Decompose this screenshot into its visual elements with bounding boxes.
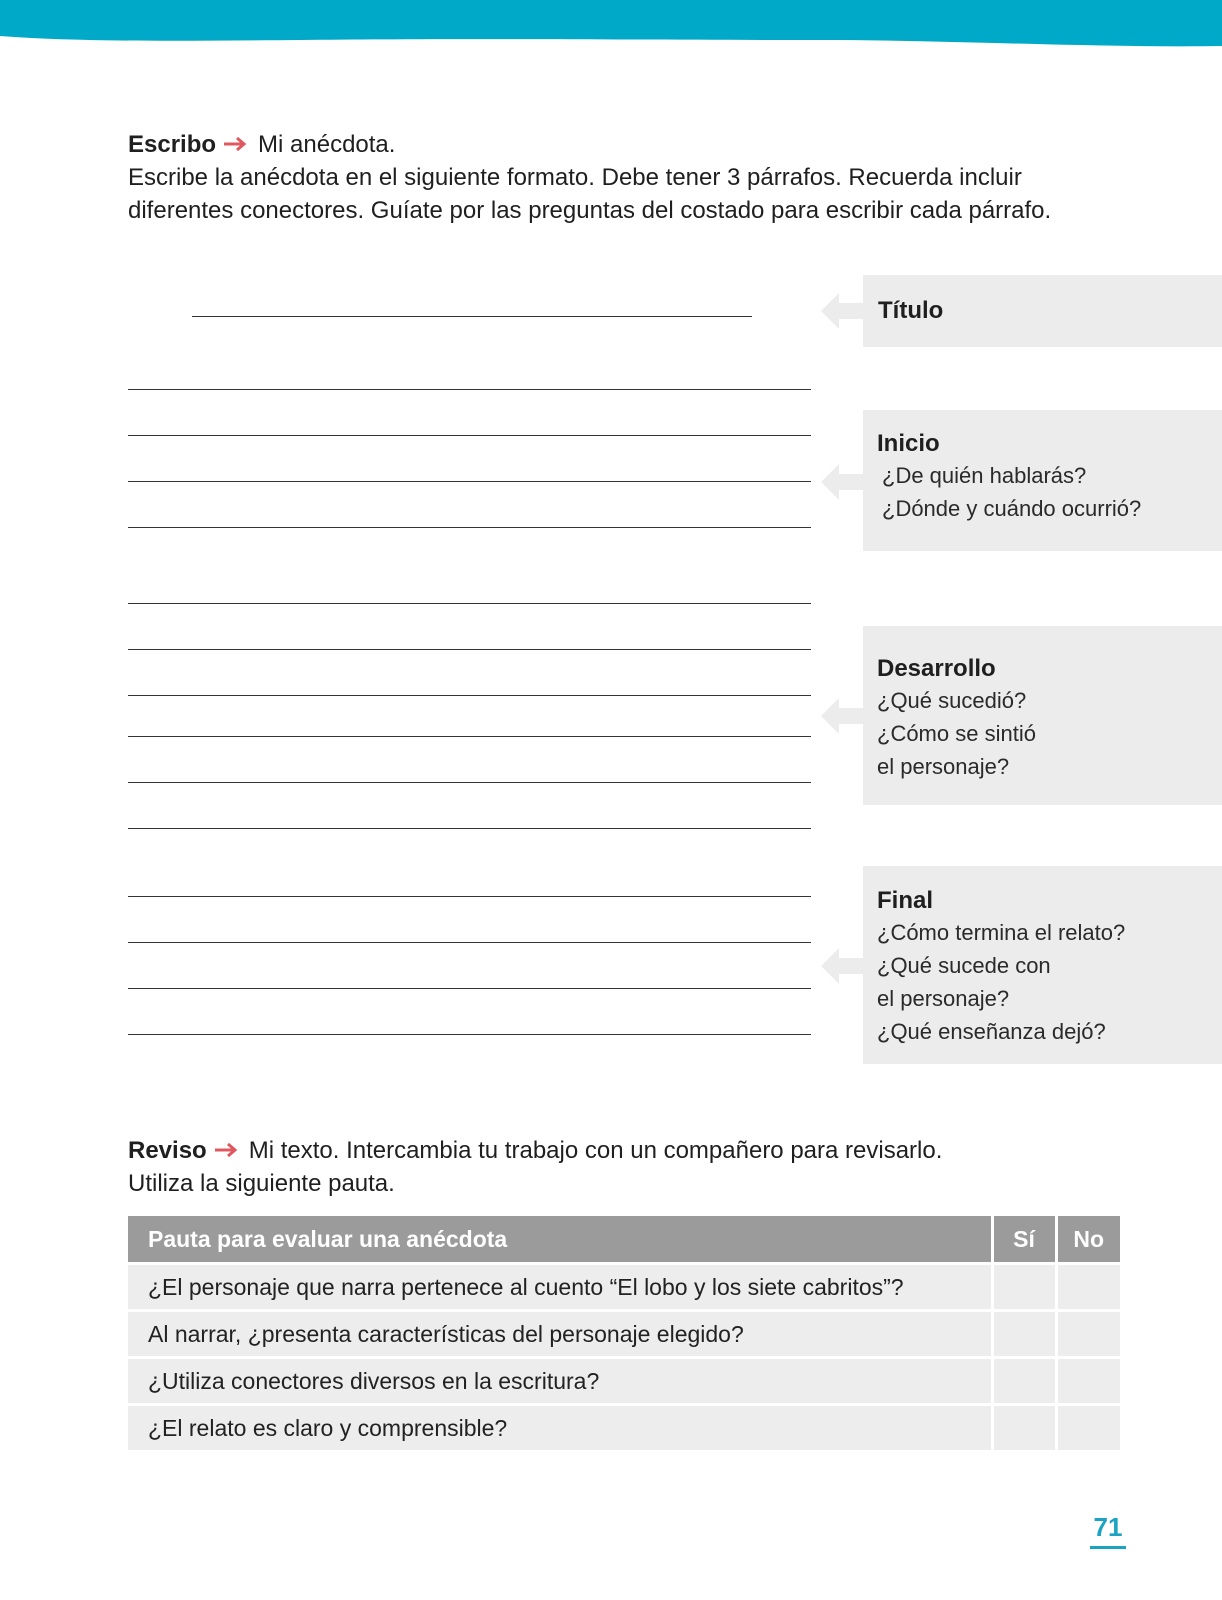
arrow-left-icon bbox=[819, 462, 863, 502]
table-header-si: Sí bbox=[992, 1216, 1056, 1264]
reviso-text-line1: Mi texto. Intercambia tu trabajo con un compañero para revisarlo. bbox=[248, 1137, 943, 1164]
writing-line-desarrollo-2[interactable] bbox=[128, 649, 811, 650]
guide-final-question: ¿Cómo termina el relato? bbox=[877, 920, 1126, 945]
reviso-label: Reviso bbox=[128, 1137, 207, 1164]
arrow-left-icon bbox=[819, 696, 863, 736]
criterion-text: Al narrar, ¿presenta características del personaje elegido? bbox=[128, 1311, 992, 1358]
table-header-no: No bbox=[1056, 1216, 1120, 1264]
arrow-right-icon bbox=[224, 137, 250, 151]
writing-line-desarrollo-5[interactable] bbox=[128, 782, 811, 783]
guide-final-heading: Final bbox=[877, 887, 934, 914]
checkbox-si[interactable] bbox=[992, 1311, 1056, 1358]
checkbox-no[interactable] bbox=[1056, 1405, 1120, 1452]
guide-inicio-question: ¿Dónde y cuándo ocurrió? bbox=[882, 496, 1142, 521]
criterion-text: ¿El personaje que narra pertenece al cuento “El lobo y los siete cabritos”? bbox=[128, 1264, 992, 1311]
checkbox-si[interactable] bbox=[992, 1358, 1056, 1405]
escribo-label: Escribo bbox=[128, 131, 217, 158]
writing-line-desarrollo-3[interactable] bbox=[128, 695, 811, 696]
checkbox-no[interactable] bbox=[1056, 1264, 1120, 1311]
guide-final-question: ¿Qué sucede con bbox=[877, 953, 1051, 978]
checkbox-no[interactable] bbox=[1056, 1311, 1120, 1358]
writing-line-inicio-2[interactable] bbox=[128, 435, 811, 436]
writing-line-final-2[interactable] bbox=[128, 942, 811, 943]
writing-line-desarrollo-1[interactable] bbox=[128, 603, 811, 604]
criterion-text: ¿El relato es claro y comprensible? bbox=[128, 1405, 992, 1452]
checkbox-no[interactable] bbox=[1056, 1358, 1120, 1405]
table-row bbox=[128, 1264, 1120, 1311]
checkbox-si[interactable] bbox=[992, 1405, 1056, 1452]
escribo-title: Mi anécdota. bbox=[258, 131, 396, 158]
reviso-text-line2: Utiliza la siguiente pauta. bbox=[128, 1170, 395, 1197]
reviso-heading bbox=[128, 1134, 1128, 1167]
guide-desarrollo-question: el personaje? bbox=[877, 754, 1010, 779]
guide-titulo-heading: Título bbox=[878, 297, 944, 324]
guide-box-inicio bbox=[863, 410, 1222, 551]
table-row bbox=[128, 1358, 1120, 1405]
writing-line-desarrollo-4[interactable] bbox=[128, 736, 811, 737]
page-number-underline bbox=[1090, 1546, 1126, 1549]
escribo-heading bbox=[128, 128, 1128, 161]
writing-line-desarrollo-6[interactable] bbox=[128, 828, 811, 829]
writing-line-final-3[interactable] bbox=[128, 988, 811, 989]
guide-box-final bbox=[863, 866, 1222, 1064]
arrow-left-icon bbox=[819, 291, 863, 331]
guide-final-question: ¿Qué enseñanza dejó? bbox=[877, 1019, 1106, 1044]
guide-desarrollo-question: ¿Cómo se sintió bbox=[877, 721, 1036, 746]
arrow-right-icon bbox=[215, 1143, 241, 1157]
escribo-instructions-line1: Escribe la anécdota en el siguiente formato. Debe tener 3 párrafos. Recuerda incluir bbox=[128, 164, 1022, 191]
guide-final-question: el personaje? bbox=[877, 986, 1010, 1011]
guide-inicio-question: ¿De quién hablarás? bbox=[882, 463, 1087, 488]
criterion-text: ¿Utiliza conectores diversos en la escritura? bbox=[128, 1358, 992, 1405]
evaluation-table bbox=[128, 1216, 1120, 1453]
arrow-left-icon bbox=[819, 946, 863, 986]
guide-desarrollo-heading: Desarrollo bbox=[877, 655, 996, 682]
guide-desarrollo-question: ¿Qué sucedió? bbox=[877, 688, 1027, 713]
guide-inicio-heading: Inicio bbox=[877, 430, 940, 457]
top-wave-banner bbox=[0, 0, 1222, 60]
writing-line-final-1[interactable] bbox=[128, 896, 811, 897]
escribo-section bbox=[128, 128, 1128, 227]
guide-box-titulo bbox=[863, 275, 1222, 347]
checkbox-si[interactable] bbox=[992, 1264, 1056, 1311]
writing-line-inicio-4[interactable] bbox=[128, 527, 811, 528]
table-header-title: Pauta para evaluar una anécdota bbox=[128, 1216, 992, 1264]
writing-line-inicio-3[interactable] bbox=[128, 481, 811, 482]
writing-line-inicio-1[interactable] bbox=[128, 389, 811, 390]
escribo-instructions-line2: diferentes conectores. Guíate por las preguntas del costado para escribir cada párrafo. bbox=[128, 197, 1052, 224]
title-writing-line[interactable] bbox=[192, 316, 752, 317]
reviso-section bbox=[128, 1134, 1128, 1200]
writing-line-final-4[interactable] bbox=[128, 1034, 811, 1035]
table-header-row bbox=[128, 1216, 1120, 1264]
table-row bbox=[128, 1405, 1120, 1452]
table-row bbox=[128, 1311, 1120, 1358]
guide-box-desarrollo bbox=[863, 626, 1222, 805]
page-number: 71 bbox=[1093, 1512, 1123, 1542]
